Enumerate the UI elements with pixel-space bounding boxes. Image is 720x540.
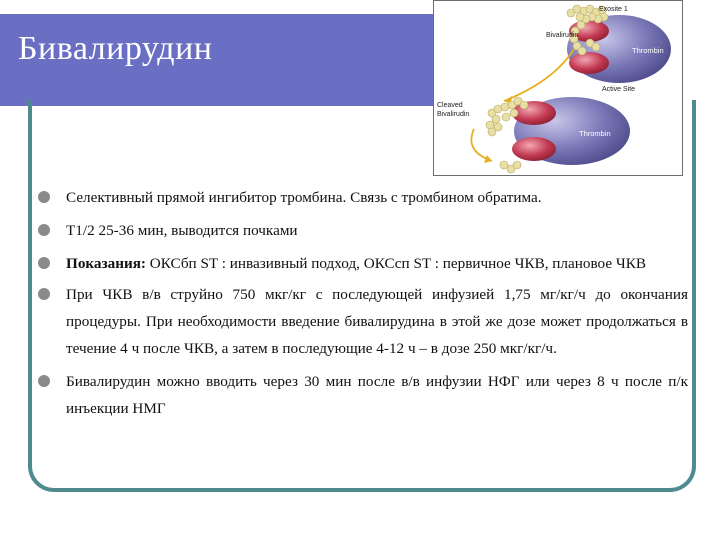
arrow-cleave: [504, 49, 574, 101]
bullet-text: Селективный прямой ингибитор тромбина. Связь с тромбином обратима.: [66, 189, 542, 206]
bullet-dot-icon: [38, 257, 50, 269]
bullet-item: [38, 281, 688, 362]
bullet-dot-icon: [38, 288, 50, 300]
exosite-label: Exosite 1: [599, 6, 628, 13]
cleaved-label-2: Bivalirudin: [437, 111, 470, 118]
mechanism-diagram: [434, 1, 682, 175]
thrombin-bottom-label: Thrombin: [579, 129, 611, 138]
bullet-text: Бивалирудин можно вводить через 30 мин после в/в инфузии НФГ или через 8 ч после п/к инъекции НМГ: [66, 373, 688, 417]
bullet-item: [38, 368, 688, 422]
cleaved-label-1: Cleaved: [437, 102, 463, 109]
bullet-text: ОКСбп ST : инвазивный подход, ОКСсп ST : первичное ЧКВ, плановое ЧКВ: [146, 255, 646, 272]
bullet-text: При ЧКВ в/в струйно 750 мкг/кг с последующей инфузией 1,75 мг/кг/ч до окончания процедуры. При необходимости введение бивалирудина в этой же дозе может продолжаться в течение 4 ч после ЧКВ, а затем в последующие 4-12 ч – в дозе 250 мкг/кг/ч.: [66, 286, 688, 357]
slide-title: Бивалирудин: [18, 30, 213, 67]
bullet-item: [38, 217, 688, 244]
active-site-label: Active Site: [602, 86, 636, 93]
indications-label: Показания:: [66, 255, 146, 272]
bullet-text: Т1/2 25-36 мин, выводится почками: [66, 222, 298, 239]
thrombin-bottom-shape: [512, 97, 630, 165]
bivalirudin-label: Bivalirudin: [546, 32, 579, 39]
bullet-dot-icon: [38, 224, 50, 236]
bullet-item: [38, 250, 688, 277]
thrombin-bivalirudin-figure: [433, 0, 683, 176]
bullet-item: [38, 184, 688, 211]
thrombin-top-label: Thrombin: [632, 46, 664, 55]
bullet-dot-icon: [38, 375, 50, 387]
bullet-dot-icon: [38, 191, 50, 203]
bullet-list: [38, 184, 688, 422]
